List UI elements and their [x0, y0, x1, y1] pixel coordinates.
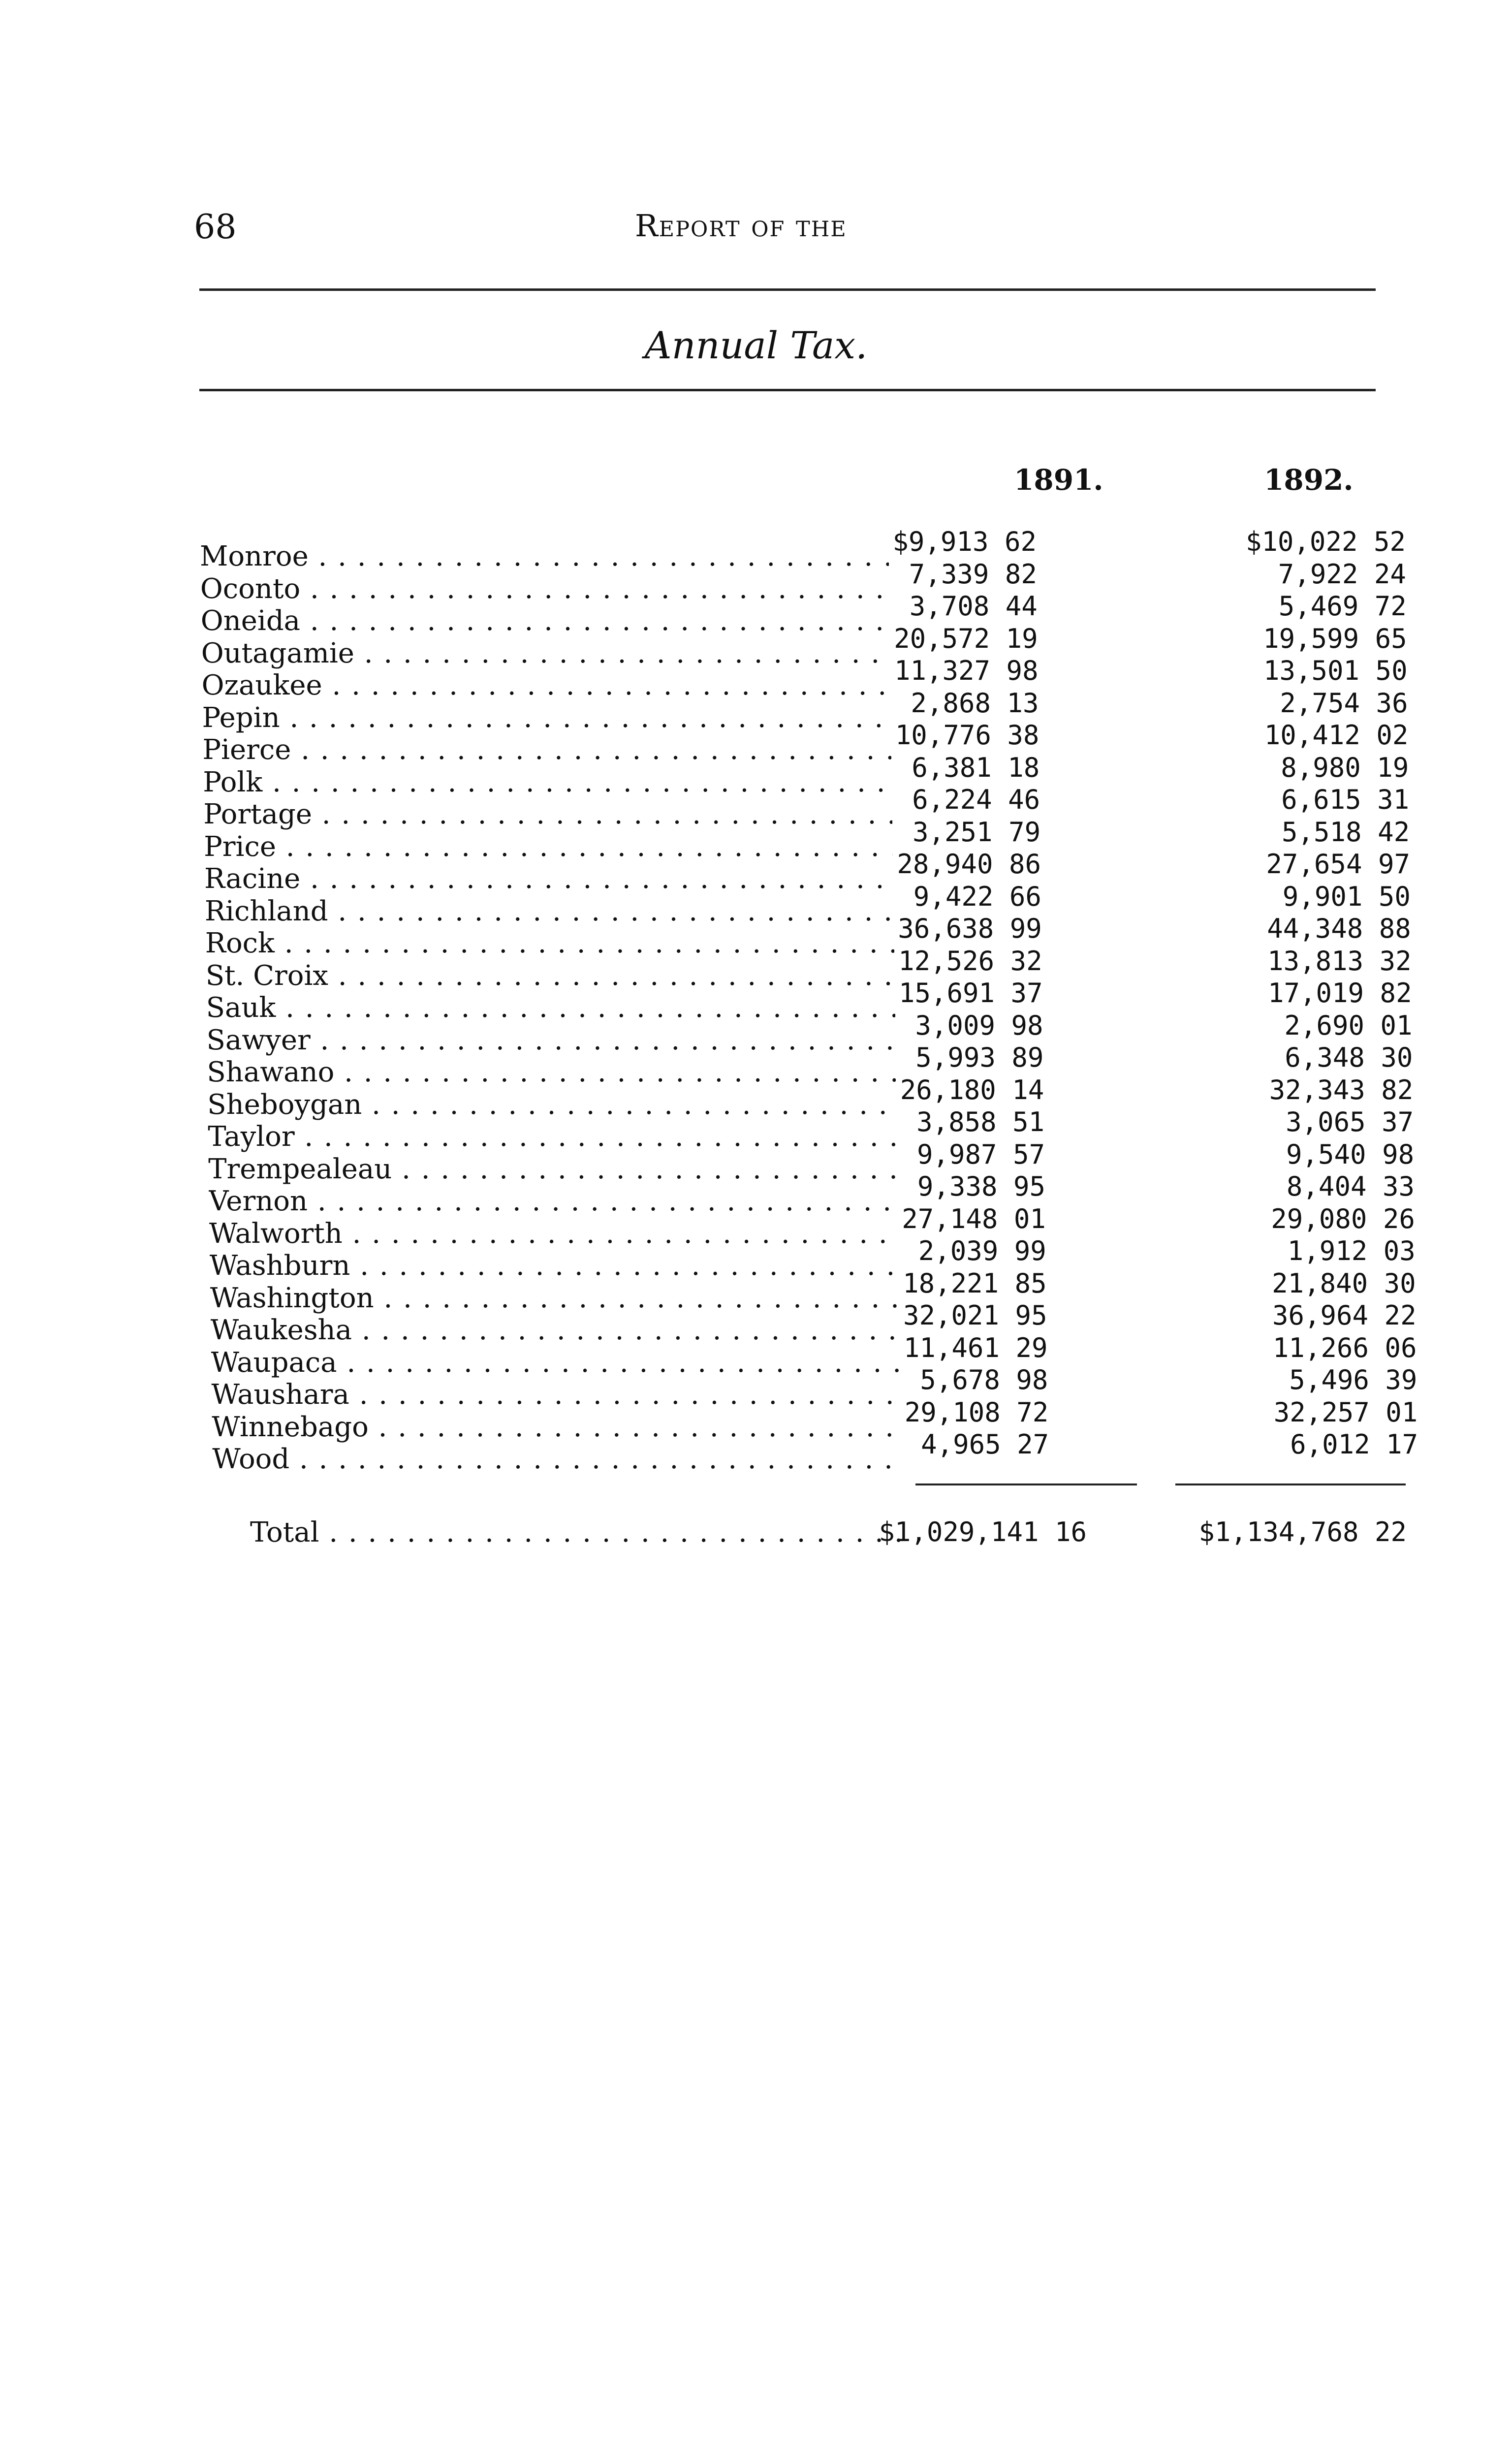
county-name: Waushara . . .	[211, 1379, 900, 1411]
table-row	[202, 720, 1409, 766]
tax-1892: 21,840 30	[1272, 1267, 1416, 1299]
table-row	[207, 1042, 1413, 1089]
county-name: Oneida . . .	[201, 605, 890, 637]
county-name: Vernon . . .	[209, 1185, 898, 1218]
table-row	[209, 1203, 1415, 1250]
column-header-1891: 1891.	[1014, 463, 1103, 497]
tax-1891: 3,009 98	[915, 1010, 1043, 1041]
table-row	[204, 849, 1410, 895]
county-name: Pepin . . .	[202, 702, 891, 734]
table-row	[212, 1396, 1418, 1444]
table-row	[208, 1138, 1415, 1186]
county-name: Pierce . . .	[202, 734, 891, 766]
running-head: Report of the	[635, 208, 847, 244]
section-title: Annual Tax.	[644, 323, 868, 367]
tax-1892: 27,654 97	[1266, 849, 1410, 880]
table-row	[209, 1171, 1415, 1218]
table-row	[206, 978, 1412, 1024]
tax-1891: 9,338 95	[917, 1171, 1045, 1202]
table-row	[203, 752, 1409, 799]
tax-1891: 5,678 98	[920, 1364, 1048, 1395]
tax-1891: 12,526 32	[898, 945, 1042, 977]
tax-1891: 9,987 57	[917, 1138, 1045, 1170]
tax-1892: 5,496 39	[1289, 1364, 1418, 1395]
county-name: Walworth . . .	[209, 1218, 898, 1250]
tax-1891: 2,039 99	[918, 1235, 1046, 1266]
tax-1892: 19,599 65	[1263, 623, 1407, 654]
tax-1892: 36,964 22	[1272, 1300, 1417, 1331]
county-name: Wood . . .	[212, 1443, 901, 1476]
tax-1891: 36,638 99	[898, 913, 1042, 944]
tax-1891: 11,327 98	[894, 655, 1039, 686]
table-row	[210, 1300, 1417, 1347]
tax-1892: 13,813 32	[1267, 945, 1412, 977]
tax-1892: 29,080 26	[1271, 1203, 1415, 1234]
tax-1892: $10,022 52	[1245, 526, 1406, 557]
county-name: Waupaca . . .	[211, 1347, 900, 1379]
tax-1892: 9,540 98	[1286, 1138, 1415, 1170]
tax-1892: 17,019 82	[1267, 978, 1412, 1009]
county-name: Sawyer . . .	[207, 1024, 896, 1057]
tax-1891: 7,339 82	[909, 558, 1037, 590]
total-1892: $1,134,768 22	[1198, 1516, 1407, 1547]
tax-1891: 3,708 44	[909, 591, 1038, 622]
county-name: Shawano . . .	[207, 1056, 896, 1089]
tax-1891: 18,221 85	[903, 1267, 1047, 1299]
total-1891: $1,029,141 16	[879, 1516, 1087, 1547]
county-name: Portage . . .	[203, 798, 892, 831]
column-header-1892: 1892.	[1264, 463, 1354, 497]
table-row	[200, 591, 1407, 637]
tax-1891: 3,858 51	[916, 1106, 1045, 1137]
tax-1891: 27,148 01	[902, 1203, 1046, 1234]
county-name: Rock . . .	[205, 927, 894, 960]
table-row	[212, 1429, 1418, 1476]
county-name: Washington . . .	[210, 1282, 899, 1315]
tax-1891: 10,776 38	[895, 720, 1040, 751]
table-row	[205, 945, 1412, 992]
tax-1891: 6,381 18	[912, 752, 1040, 783]
county-name: Trempealeau . . .	[208, 1153, 897, 1186]
page-number: 68	[194, 208, 237, 247]
table-row	[200, 558, 1406, 605]
tax-1891: 26,180 14	[900, 1074, 1044, 1105]
table-row	[204, 816, 1410, 863]
tax-1892: 9,901 50	[1282, 881, 1411, 912]
county-name: Racine . . .	[204, 863, 893, 895]
tax-1892: 6,615 31	[1281, 784, 1410, 815]
county-name: Price . . .	[204, 831, 893, 863]
tax-1892: 8,980 19	[1281, 752, 1409, 783]
table-row	[201, 655, 1408, 702]
table-row	[201, 623, 1407, 670]
county-name: Winnebago . . .	[212, 1411, 901, 1444]
tax-1891: 32,021 95	[903, 1300, 1047, 1331]
table-row	[200, 526, 1406, 573]
table-row	[211, 1332, 1417, 1379]
total-rule-1892	[1175, 1483, 1406, 1485]
tax-1891: 9,422 66	[913, 881, 1041, 912]
table-row	[208, 1106, 1414, 1153]
tax-1891: $9,913 62	[892, 526, 1037, 557]
table-row	[210, 1267, 1416, 1315]
county-name: Ozaukee . . .	[202, 669, 891, 702]
county-name: Sheboygan . . .	[207, 1089, 896, 1121]
tax-1891: 20,572 19	[894, 623, 1038, 654]
county-name: Polk . . .	[203, 766, 892, 799]
tax-1892: 32,343 82	[1269, 1074, 1414, 1105]
total-label: Total . . .	[250, 1519, 910, 1546]
tax-1892: 13,501 50	[1263, 655, 1408, 686]
tax-1891: 15,691 37	[898, 978, 1043, 1009]
table-row	[206, 1010, 1413, 1057]
tax-1892: 11,266 06	[1272, 1332, 1417, 1363]
tax-1892: 8,404 33	[1286, 1171, 1415, 1202]
county-name: Waukesha . . .	[211, 1314, 900, 1347]
tax-1892: 5,469 72	[1278, 591, 1407, 622]
total-rule-1891	[915, 1483, 1137, 1485]
tax-1892: 7,922 24	[1278, 558, 1406, 590]
county-name: St. Croix . . .	[206, 960, 895, 992]
bottom-rule	[199, 389, 1376, 391]
tax-1892: 6,348 30	[1285, 1042, 1413, 1073]
tax-1892: 44,348 88	[1267, 913, 1411, 944]
tax-1892: 6,012 17	[1290, 1429, 1418, 1460]
tax-1891: 29,108 72	[904, 1396, 1049, 1428]
tax-1892: 5,518 42	[1282, 816, 1410, 848]
tax-table	[200, 526, 1418, 1476]
tax-1891: 2,868 13	[911, 687, 1039, 719]
tax-1891: 4,965 27	[921, 1429, 1049, 1460]
county-name: Monroe . . .	[200, 540, 889, 573]
county-name: Washburn . . .	[210, 1250, 899, 1282]
table-row	[209, 1235, 1416, 1282]
table-row	[211, 1364, 1418, 1411]
county-name: Sauk . . .	[206, 992, 895, 1024]
tax-1892: 32,257 01	[1273, 1396, 1418, 1428]
tax-1892: 10,412 02	[1264, 720, 1409, 751]
county-name: Outagamie . . .	[201, 637, 890, 670]
table-row	[205, 913, 1411, 960]
county-name: Richland . . .	[205, 895, 894, 928]
tax-1892: 3,065 37	[1286, 1106, 1414, 1137]
tax-1891: 28,940 86	[897, 849, 1041, 880]
county-name: Oconto . . .	[200, 573, 889, 605]
county-name: Taylor . . .	[208, 1121, 897, 1153]
tax-1891: 5,993 89	[915, 1042, 1044, 1073]
table-row	[203, 784, 1410, 831]
tax-1891: 11,461 29	[903, 1332, 1048, 1363]
table-row	[207, 1074, 1414, 1121]
table-row	[204, 881, 1411, 928]
tax-1891: 6,224 46	[912, 784, 1040, 815]
tax-1892: 2,754 36	[1280, 687, 1408, 719]
tax-1892: 1,912 03	[1287, 1235, 1416, 1266]
table-row	[202, 687, 1408, 734]
tax-1892: 2,690 01	[1284, 1010, 1413, 1041]
tax-1891: 3,251 79	[913, 816, 1041, 848]
top-rule	[199, 288, 1376, 291]
